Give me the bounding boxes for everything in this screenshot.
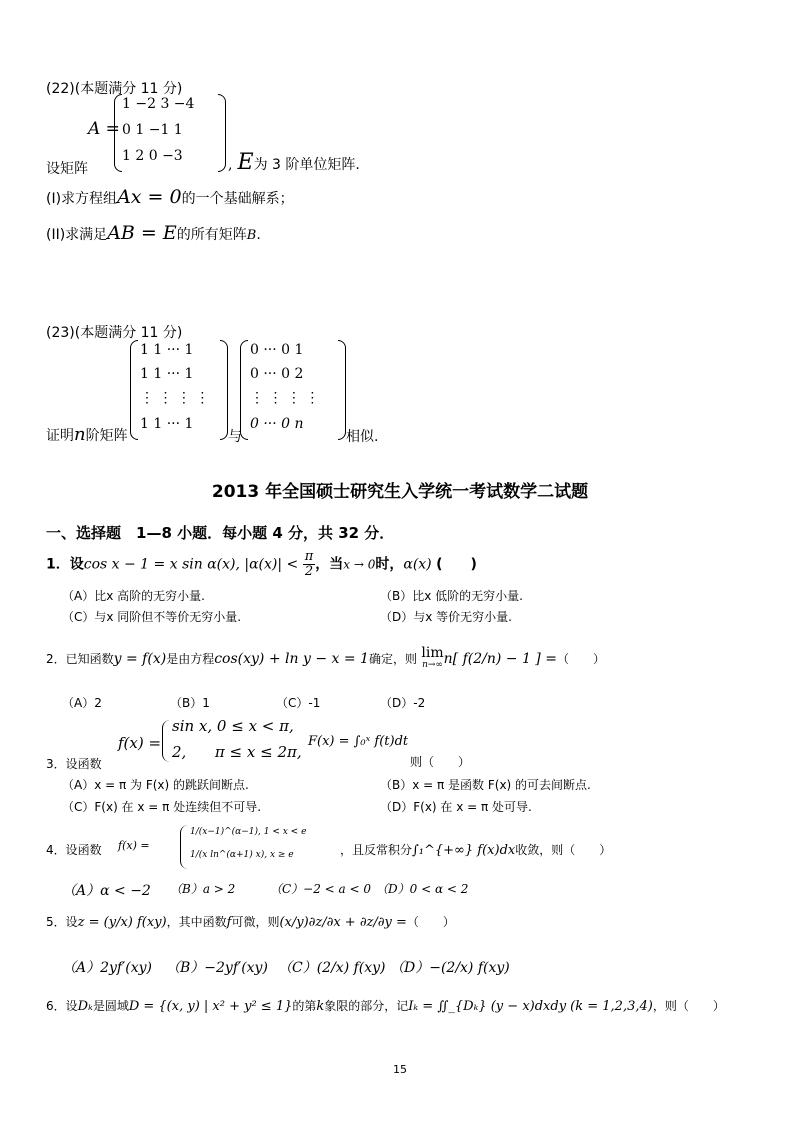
- q4-fx: f(x) =: [118, 839, 150, 852]
- q4-option-b: （B）a > 2: [170, 882, 236, 896]
- q6-stem: [46, 997, 725, 1014]
- part2-end: .: [256, 227, 261, 243]
- part2-text: 的所有矩阵: [176, 227, 247, 243]
- matrix-row: 1 1 ··· 1: [140, 342, 194, 358]
- matrix-row: 1 1 ··· 1: [140, 366, 194, 382]
- q23-matrix-1: [130, 340, 230, 440]
- left-bracket: [114, 94, 122, 172]
- q4-text: 4．设函数: [46, 843, 102, 857]
- section-choice: 一、选择题 1—8 小题．每小题 4 分，共 32 分．: [46, 524, 395, 542]
- matrix-row: 0 ··· 0 n: [250, 416, 304, 432]
- prove-label: 证明: [46, 428, 74, 444]
- right-bracket: [220, 340, 228, 440]
- part1-text: 的一个基础解系；: [181, 191, 294, 207]
- e-symbol: E: [237, 150, 254, 175]
- q4-options: [62, 880, 151, 900]
- q6-end: ，则（ ）: [652, 999, 725, 1013]
- q22-part2: [46, 222, 261, 244]
- q5-text3: 可微，则: [231, 915, 280, 929]
- e-text: 为 3 阶单位矩阵.: [253, 157, 360, 173]
- q4-rest: [340, 839, 611, 858]
- q4-integral: ∫₁^{+∞} f(x)dx: [412, 843, 516, 858]
- q1-alpha: α(x): [403, 556, 432, 573]
- matrix-row: 1 −2 3 −4: [122, 96, 195, 112]
- left-bracket: [130, 340, 138, 440]
- q6-k: k: [316, 999, 325, 1014]
- q22-header: (22)(本题满分 11 分): [46, 81, 183, 97]
- q3-then: 则（ ）: [410, 755, 471, 769]
- q3-text: 3．设函数: [46, 757, 102, 771]
- q4-case1: 1/(x−1)^(α−1), 1 < x < e: [190, 827, 307, 837]
- q3-case2: 2, π ≤ x ≤ 2π,: [172, 743, 302, 761]
- q23-header: (23)(本题满分 11 分): [46, 325, 183, 341]
- q3-option-a: （A）x = π 为 F(x) 的跳跃间断点.: [62, 778, 249, 792]
- q4-end: 收敛，则（ ）: [515, 843, 612, 857]
- q3-option-c: （C）F(x) 在 x = π 处连续但不可导.: [62, 800, 262, 814]
- q3-fx: f(x) =: [118, 734, 162, 752]
- q5-option-c: （C）(2/x) f(xy): [278, 960, 386, 976]
- q2-option-d: （D）-2: [380, 696, 426, 710]
- q1-option-a: （A）比x 高阶的无穷小量.: [62, 589, 205, 603]
- q3-Fx: F(x) = ∫₀ˣ f(t)dt: [308, 734, 409, 749]
- q23-statement: [46, 424, 128, 445]
- q1-limit: x → 0: [343, 557, 376, 572]
- q3-option-d: （D）F(x) 在 x = π 处可导.: [380, 800, 532, 814]
- matrix-row: 0 1 −1 1: [122, 122, 183, 138]
- q2-paren: （ ）: [556, 652, 605, 666]
- q2-equation: cos(xy) + ln y − x = 1: [214, 651, 369, 667]
- part2-var: B: [246, 228, 257, 243]
- q6-dk: Dₖ: [77, 999, 93, 1014]
- part2-label: (II)求满足: [46, 227, 108, 243]
- q1-paren: ( ): [436, 556, 477, 573]
- part1-equation: Ax = 0: [117, 186, 182, 208]
- q6-domain: D = {(x, y) | x² + y² ≤ 1}: [128, 999, 293, 1014]
- page-number: 15: [393, 1063, 407, 1076]
- q4-case2: 1/(x ln^(α+1) x), x ≥ e: [190, 850, 294, 860]
- q2-option-c: （C）-1: [276, 696, 321, 710]
- q2-stem: [46, 647, 605, 671]
- q1-time: 时，: [375, 556, 404, 573]
- q4-brace: [180, 825, 189, 869]
- q22-matrix-label: A =: [88, 119, 120, 139]
- q23-matrix-2: [240, 340, 350, 440]
- q1-option-b: （B）比x 低阶的无穷小量.: [380, 589, 523, 603]
- matrix-row: ⋮ ⋮ ⋮ ⋮: [250, 390, 320, 406]
- q1-option-d: （D）与x 等价无穷小量.: [380, 610, 512, 624]
- q22-matrix-a: [114, 94, 234, 172]
- right-bracket: [218, 94, 226, 172]
- q1-number: 1．设: [46, 556, 84, 573]
- q6-integral: Iₖ = ∬_{Dₖ} (y − x)dxdy (k = 1,2,3,4): [408, 999, 653, 1014]
- q1-when: ，当: [315, 556, 344, 573]
- q2-option-b: （B）1: [170, 696, 210, 710]
- q1-stem: [46, 550, 477, 579]
- q5-option-b: （B）−2yf′(xy): [166, 960, 268, 976]
- q23-and: 与: [228, 429, 242, 445]
- q5-z: z = (y/x) f(xy): [77, 915, 167, 930]
- lim-sub: n→∞: [422, 660, 443, 670]
- q22-e-line: , E为 3 阶单位矩阵.: [228, 150, 360, 175]
- q2-expression: n[ f(2/n) − 1 ] =: [443, 651, 557, 667]
- q1-option-c: （C）与x 同阶但不等价无穷小量.: [62, 610, 242, 624]
- matrix-row: 1 2 0 −3: [122, 148, 183, 164]
- q1-fraction: [303, 550, 316, 579]
- frac-numerator: π: [304, 549, 314, 564]
- part1-label: (I)求方程组: [46, 191, 118, 207]
- left-bracket: [240, 340, 248, 440]
- q3-brace: [162, 720, 171, 762]
- q2-text3: 确定，则: [368, 652, 417, 666]
- frac-denominator: 2: [304, 564, 314, 579]
- n-var: n: [74, 424, 86, 445]
- exam-title: 2013 年全国硕士研究生入学统一考试数学二试题: [211, 482, 589, 502]
- q3-case1: sin x, 0 ≤ x < π,: [172, 717, 294, 735]
- q5-paren: （ ）: [406, 915, 455, 929]
- q23-similar: 相似.: [346, 429, 379, 445]
- part2-equation: AB = E: [107, 222, 177, 244]
- q3-option-b: （B）x = π 是函数 F(x) 的可去间断点.: [380, 778, 591, 792]
- q2-fx: y = f(x): [113, 651, 167, 667]
- matrix-row: ⋮ ⋮ ⋮ ⋮: [140, 390, 210, 406]
- q6-text3: 的第: [292, 999, 317, 1013]
- q2-limit: [421, 647, 443, 671]
- order-text: 阶矩阵: [85, 428, 128, 444]
- q5-option-a: （A）2yf′(xy): [62, 960, 153, 976]
- q6-text2: 是圆域: [92, 999, 129, 1013]
- q4-option-a: （A）α < −2: [62, 883, 151, 899]
- q5-f: f: [226, 915, 232, 930]
- q6-text1: 6．设: [46, 999, 78, 1013]
- q5-text2: ，其中函数: [166, 915, 227, 929]
- matrix-row: 0 ··· 0 2: [250, 366, 304, 382]
- matrix-row: 1 1 ··· 1: [140, 416, 194, 432]
- q2-text2: 是由方程: [166, 652, 215, 666]
- right-bracket: [338, 340, 346, 440]
- q22-part1: [46, 186, 294, 208]
- q2-option-a: （A）2: [62, 696, 102, 710]
- q4-mid: ，且反常积分: [340, 843, 413, 857]
- q4-option-d: （D）0 < α < 2: [376, 882, 469, 896]
- q6-text4: 象限的部分，记: [324, 999, 409, 1013]
- q5-option-d: （D）−(2/x) f(xy): [390, 960, 510, 976]
- lim-word: lim: [421, 645, 444, 661]
- q5-stem: [46, 913, 455, 930]
- q1-condition: cos x − 1 = x sin α(x), |α(x)| <: [83, 556, 299, 573]
- q22-set-matrix: 设矩阵: [46, 161, 88, 177]
- q5-expression: (x/y)∂z/∂x + ∂z/∂y =: [279, 915, 407, 930]
- q4-option-c: （C）−2 < a < 0: [270, 882, 372, 896]
- matrix-row: 0 ··· 0 1: [250, 342, 304, 358]
- q2-text1: 2．已知函数: [46, 652, 114, 666]
- q5-text1: 5．设: [46, 915, 78, 929]
